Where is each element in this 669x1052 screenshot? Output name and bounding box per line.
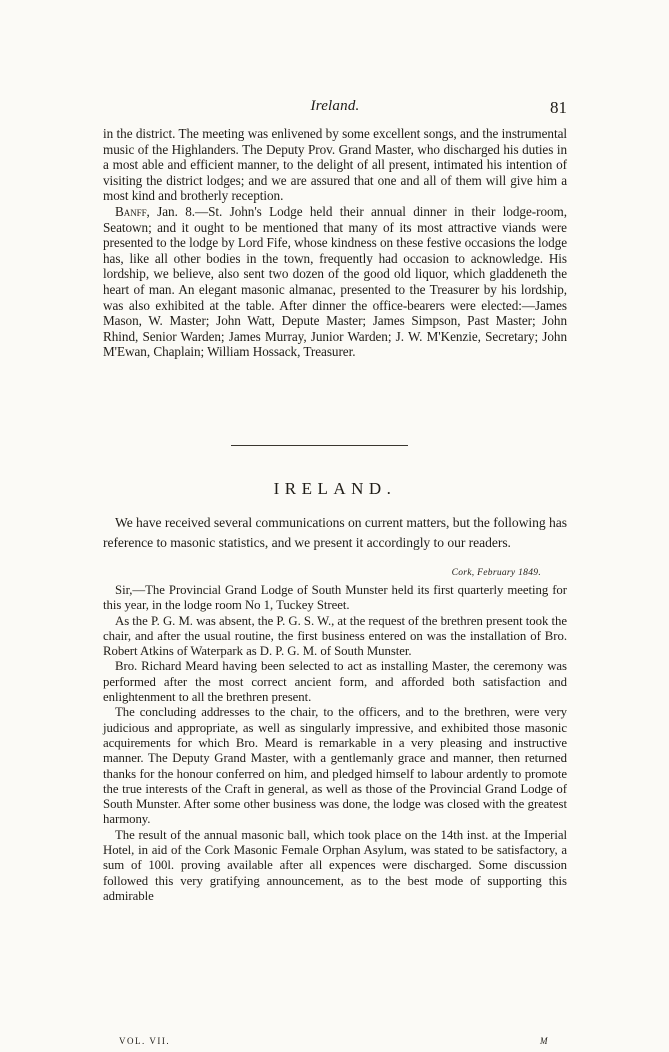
cork-letter [103, 583, 567, 904]
letter-paragraph: The concluding addresses to the chair, to the officers, and to the brethren, were very judicious and appropriate, as well as singularly impressive, and exhibited those masonic acquirements for which Bro. Meard is remarkable in a very pleasing and instructive manner. The Deputy Grand Master, with a gentlemanly grace and manner, then returned thanks for the honour conferred on him, and pledged himself to labour ardently to promote the true interests of the Craft in general, as well as those of the Provincial Grand Lodge of South Munster. After some other business was done, the lodge was closed with the greatest harmony. [103, 705, 567, 827]
running-title: Ireland. [310, 98, 360, 114]
page-number: 81 [550, 98, 567, 117]
page-footer [119, 1036, 549, 1050]
paragraph-district-meeting: in the district. The meeting was enlivened by some excellent songs, and the instrumental music of the Highlanders. The Deputy Prov. Grand Master, who discharged his duties in a most able and efficient manner, to the delight of all present, intimated his intention of visiting the district lodges; and we are assured that one and all of them will give him a most kind and brotherly reception. [103, 126, 567, 204]
paragraph-banff-lodge [103, 204, 567, 360]
letter-dateline: Cork, February 1849. [451, 568, 541, 578]
section-divider [231, 445, 408, 446]
ireland-intro [103, 513, 567, 553]
section-heading-ireland: IRELAND. [273, 479, 397, 498]
volume-label: VOL. VII. [119, 1036, 171, 1046]
letter-paragraph: As the P. G. M. was absent, the P. G. S. W., at the request of the brethren present took the chair, and after the usual routine, the first business entered on was the installation of Bro. Robert Atkins of Waterpark as D. P. G. M. of South Munster. [103, 613, 567, 659]
banff-lead: Banff, [115, 203, 150, 219]
page-header [103, 98, 567, 120]
intro-paragraph: We have received several communications on current matters, but the following has reference to masonic statistics, and we present it accordingly to our readers. [103, 515, 567, 550]
letter-paragraph: Sir,—The Provincial Grand Lodge of South Munster held its first quarterly meeting for this year, in the lodge room No 1, Tuckey Street. [103, 583, 567, 613]
letter-paragraph: Bro. Richard Meard having been selected to act as installing Master, the ceremony was performed after the most correct ancient form, and afforded both satisfaction and enlightenment to all the brethren present. [103, 659, 567, 705]
signature-mark: M [540, 1036, 549, 1046]
scotland-lodge-report [103, 126, 567, 360]
banff-lodge-text: Jan. 8.—St. John's Lodge held their annual dinner in their lodge-room, Seatown; and it ought to be mentioned that many of its most attractive viands were presented to the lodge by Lord Fife, whose kindness on these festive occasions the lodge has, like all other bodies in the town, frequently had occasion to acknowledge. His lordship, we believe, also sent two dozen of the good old liquor, which gladdeneth the heart of man. An elegant masonic almanac, presented to the Treasurer by his lordship, was also exhibited at the table. After dinner the office-bearers were elected:—James Mason, W. Master; John Watt, Depute Master; James Simpson, Past Master; John Rhind, Senior Warden; James Murray, Junior Warden; J. W. M'Kenzie, Secretary; John M'Ewan, Chaplain; William Hossack, Treasurer. [103, 203, 567, 360]
letter-paragraph: The result of the annual masonic ball, which took place on the 14th inst. at the Imperial Hotel, in aid of the Cork Masonic Female Orphan Asylum, was stated to be satisfactory, a sum of 100l. proving available after all expences were discharged. Some discussion followed this very gratifying announcement, as to the best mode of supporting this admirable [103, 827, 567, 903]
